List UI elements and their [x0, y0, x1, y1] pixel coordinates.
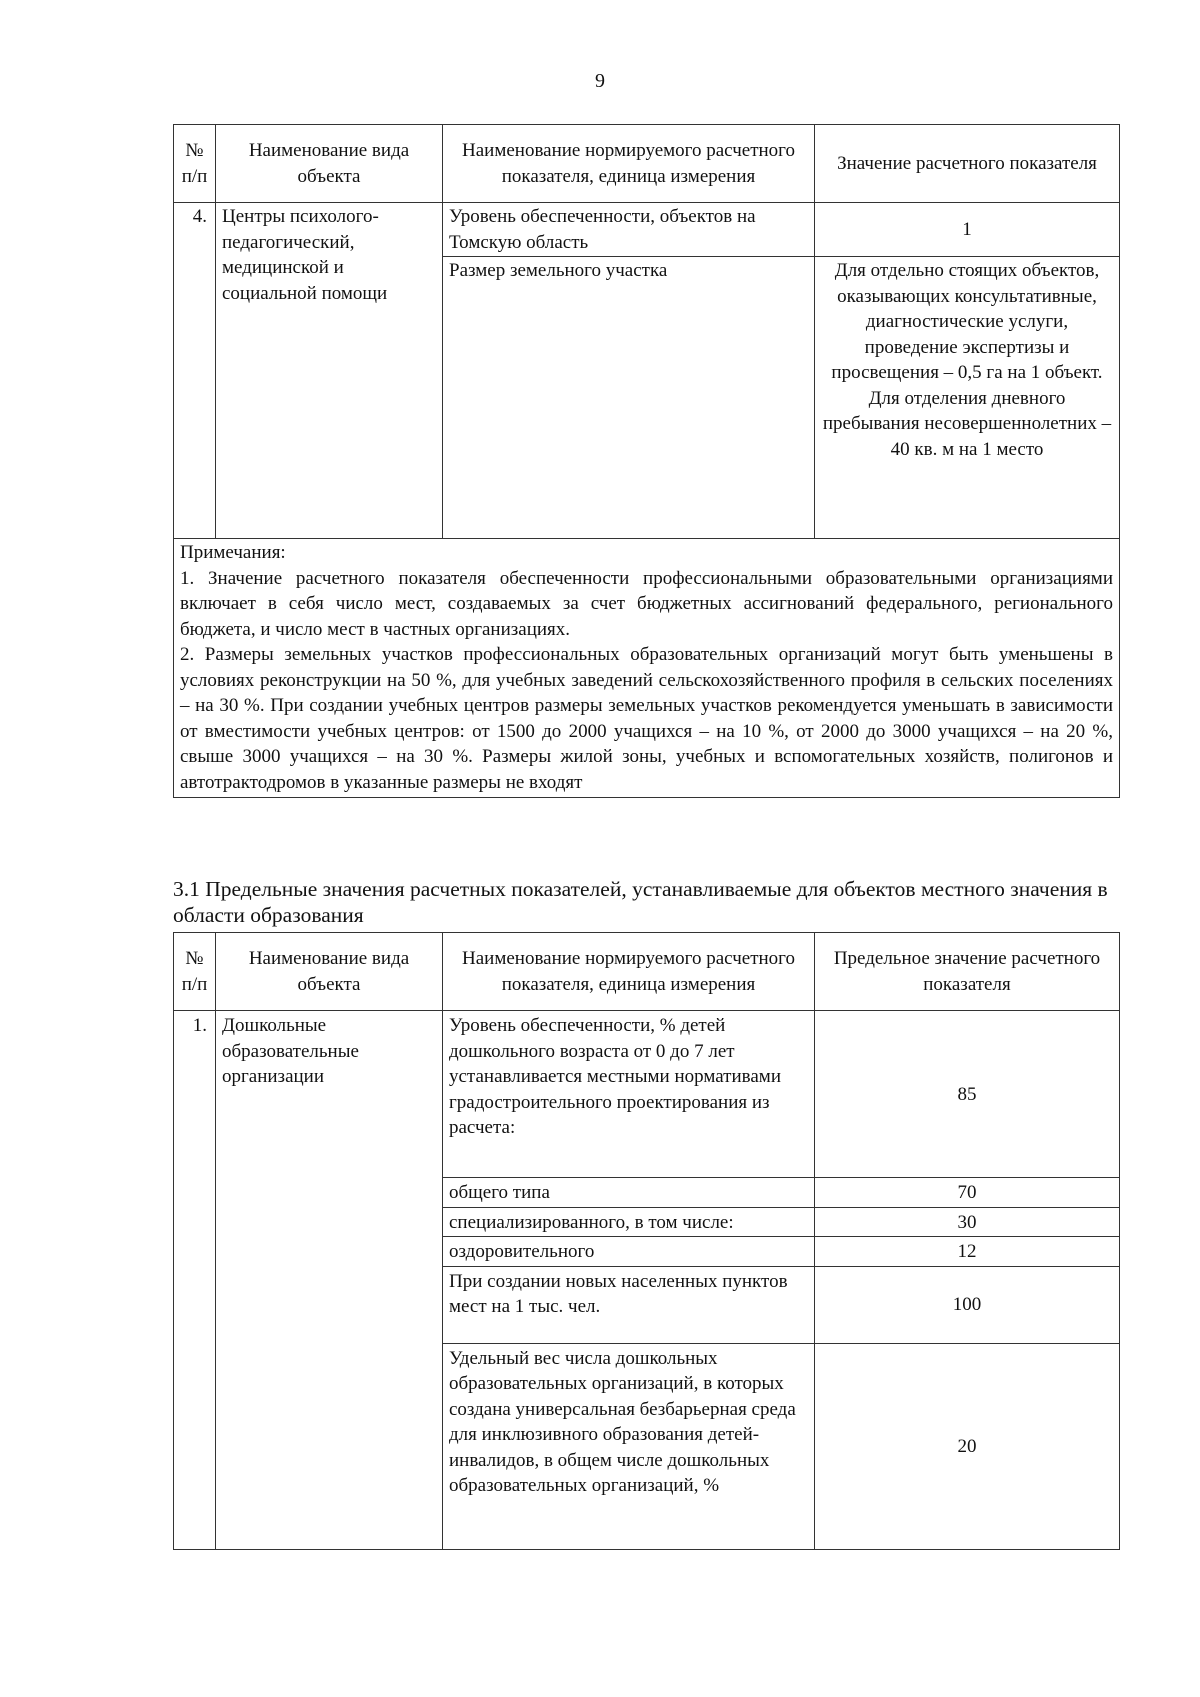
header-object-type: Наименование вида объекта [216, 933, 443, 1011]
notes-row [174, 539, 1120, 798]
row-value: Для отдельно стоящих объектов, оказывающих консультативные, диагностические услуги, проведение экспертизы и просвещения – 0,5 га на 1 объект. Для отделения дневного пребывания несовершеннолетних – 40 кв. м на 1 место [815, 257, 1120, 539]
header-object-type: Наименование вида объекта [216, 125, 443, 203]
indicators-table-preschool [173, 932, 1120, 1550]
note-item: 2. Размеры земельных участков профессиональных образовательных организаций могут быть уменьшены в условиях реконструкции на 50 %, для учебных заведений сельскохозяйственного профиля в сельских поселениях – на 30 %. При создании учебных центров размеры земельных участков рекомендуется уменьшать в зависимости от вместимости учебных центров: от 1500 до 2000 учащихся – на 10 %, от 2000 до 3000 учащихся – на 20 %, свыше 3000 учащихся – на 30 %. Размеры жилой зоны, учебных и вспомогательных хозяйств, полигонов и автотрактодромов в указанные размеры не входят [180, 644, 1113, 793]
table-header-row [174, 125, 1120, 203]
table-row [174, 1011, 1120, 1178]
row-number: 1. [174, 1011, 216, 1550]
row-object-type: Центры психолого-педагогический, медицинской и социальной помощи [216, 203, 443, 539]
row-indicator: Размер земельного участка [443, 257, 815, 539]
header-number: № п/п [174, 125, 216, 203]
row-value: 30 [815, 1207, 1120, 1237]
notes-title: Примечания: [180, 542, 286, 563]
row-indicator: специализированного, в том числе: [443, 1207, 815, 1237]
header-value: Предельное значение расчетного показателя [815, 933, 1120, 1011]
row-value: 100 [815, 1266, 1120, 1343]
page-number: 9 [595, 70, 605, 92]
row-indicator: При создании новых населенных пунктов мест на 1 тыс. чел. [443, 1266, 815, 1343]
row-indicator: Удельный вес числа дошкольных образовательных организаций, в которых создана универсальная безбарьерная среда для инклюзивного образования детей-инвалидов, в общем числе дошкольных образовательных организаций, % [443, 1343, 815, 1549]
row-value: 12 [815, 1237, 1120, 1267]
row-indicator: Уровень обеспеченности, % детей дошкольного возраста от 0 до 7 лет устанавливается местными нормативами градостроительного проектирования из расчета: [443, 1011, 815, 1178]
row-number: 4. [174, 203, 216, 539]
row-indicator: Уровень обеспеченности, объектов на Томскую область [443, 203, 815, 257]
row-indicator: оздоровительного [443, 1237, 815, 1267]
note-item: 1. Значение расчетного показателя обеспеченности профессиональными образовательными организациями включает в себя число мест, создаваемых за счет бюджетных ассигнований федерального, регионального бюджета, и число мест в частных организациях. [180, 567, 1113, 640]
table-header-row [174, 933, 1120, 1011]
row-value: 1 [815, 203, 1120, 257]
header-indicator: Наименование нормируемого расчетного показателя, единица измерения [443, 125, 815, 203]
row-indicator: общего типа [443, 1178, 815, 1208]
row-value: 70 [815, 1178, 1120, 1208]
notes-cell [174, 539, 1120, 798]
table-row [174, 203, 1120, 257]
header-number: № п/п [174, 933, 216, 1011]
row-value: 20 [815, 1343, 1120, 1549]
header-indicator: Наименование нормируемого расчетного показателя, единица измерения [443, 933, 815, 1011]
indicators-table-education-centers [173, 124, 1120, 798]
row-object-type: Дошкольные образовательные организации [216, 1011, 443, 1550]
row-value: 85 [815, 1011, 1120, 1178]
section-heading: 3.1 Предельные значения расчетных показателей, устанавливаемые для объектов местного значения в области образования [173, 877, 1108, 927]
header-value: Значение расчетного показателя [815, 125, 1120, 203]
